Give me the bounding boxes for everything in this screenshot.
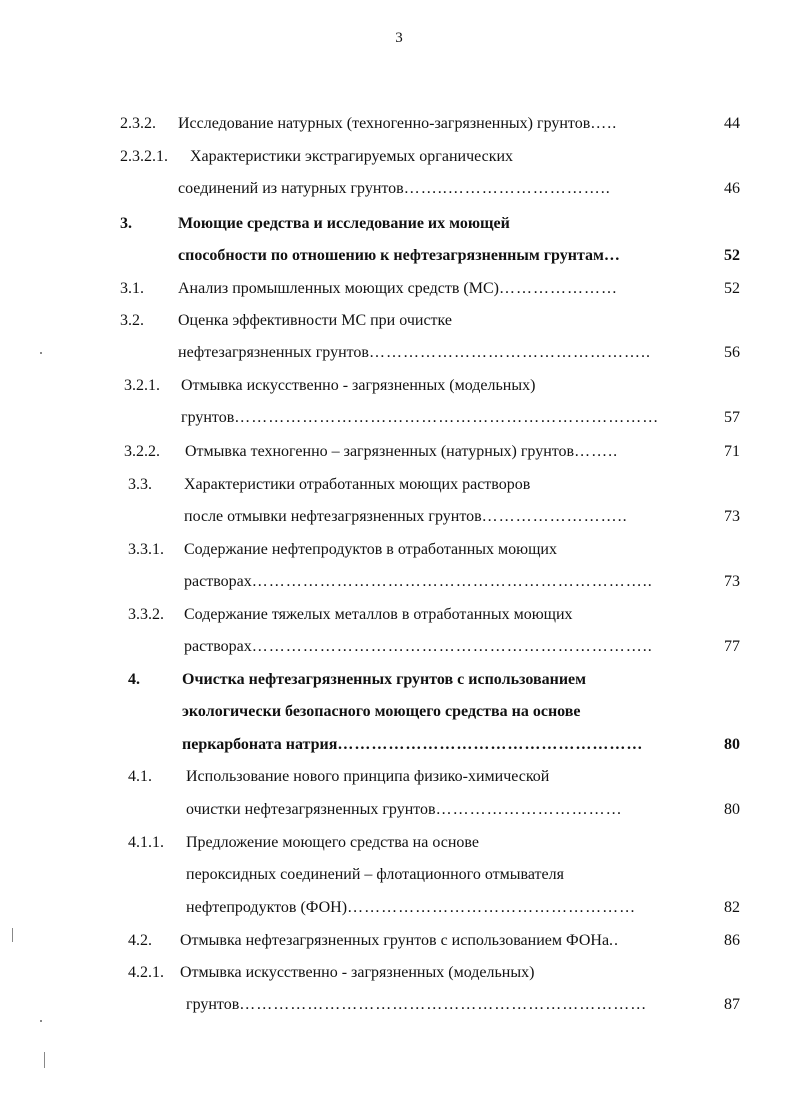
toc-line [0,929,798,953]
toc-line [0,277,798,301]
toc-line [0,733,798,757]
toc-section-number: 4.2.1. [128,964,164,981]
toc-line [0,570,798,594]
toc-entry-title: Предложение моющего средства на основе [186,834,479,851]
toc-entry-text [182,733,643,757]
toc-entry-text [178,341,651,365]
scan-speck [40,1020,42,1022]
toc-line [0,831,798,855]
toc-page-number: 86 [724,932,740,949]
toc-section-number: 3.1. [120,280,144,297]
toc-leader-dots: ……..……………………….. [403,180,611,197]
toc-entry-text [186,896,636,920]
toc-page-number: 46 [724,180,740,197]
toc-section-number: 3.2.2. [124,443,160,460]
toc-entry-title: Содержание нефтепродуктов в отработанных моющих [184,541,557,558]
toc-line [0,112,798,136]
toc-line [0,473,798,497]
toc-entry-text [180,961,534,985]
toc-page-number: 44 [724,115,740,132]
toc-section-number: 4.1. [128,768,152,785]
toc-entry-text [184,538,557,562]
toc-leader-dots: …………………………………………………………….. [251,638,653,655]
toc-entry-title: Отмывка искусственно - загрязненных (модельных) [180,964,535,981]
toc-page-number: 82 [724,899,740,916]
toc-entry-text [185,440,618,464]
toc-entry-text [184,635,653,659]
toc-line [0,244,798,268]
toc-entry-text [184,603,573,627]
toc-page-number: 57 [724,409,740,426]
toc-entry-title: Отмывка нефтезагрязненных грунтов с использованием ФОНа [180,932,610,949]
toc-entry-title: после отмывки нефтезагрязненных грунтов [184,508,482,525]
toc-line [0,440,798,464]
toc-entry-text [186,863,564,887]
toc-page-number: 73 [724,508,740,525]
toc-entry-text [178,244,621,268]
toc-entry-text [178,212,510,236]
toc-entry-title: Очистка нефтезагрязненных грунтов с использованием [182,671,587,688]
scan-speck [12,928,13,942]
toc-entry-title: пероксидных соединений – флотационного отмывателя [186,866,564,883]
toc-line [0,635,798,659]
toc-page-number: 87 [724,996,740,1013]
toc-line [0,668,798,692]
toc-entry-text [186,798,623,822]
toc-entry-title: Отмывка искусственно - загрязненных (модельных) [181,377,536,394]
toc-line [0,309,798,333]
toc-section-number: 4.1.1. [128,834,164,851]
toc-leader-dots: ……………………………………………… [337,736,644,753]
toc-line [0,374,798,398]
toc-line [0,145,798,169]
toc-line [0,341,798,365]
toc-leader-dots: ………………… [498,280,618,297]
toc-page-number: 77 [724,638,740,655]
toc-section-number: 3. [120,215,132,232]
toc-entry-title: нефтезагрязненных грунтов [178,344,369,361]
toc-entry-text [186,765,549,789]
toc-entry-text [190,145,513,169]
toc-entry-text [184,505,628,529]
toc-line [0,961,798,985]
toc-entry-title: перкарбоната натрия [182,736,338,753]
toc-leader-dots: …….. [574,443,619,460]
toc-entry-text [182,668,586,692]
toc-entry-text [181,374,535,398]
toc-entry-text [178,112,617,136]
toc-leader-dots: …………………………… [435,801,623,818]
toc-page-number: 80 [724,736,740,753]
page-number: 3 [395,30,403,46]
toc-page-number: 73 [724,573,740,590]
toc-section-number: 4. [128,671,140,688]
toc-leader-dots: …………………………………………… [347,899,637,916]
toc-entry-title: Отмывка техногенно – загрязненных (натурных) грунтов [185,443,575,460]
toc-leader-dots: …………………………………………………………….. [251,573,653,590]
toc-line [0,212,798,236]
toc-entry-text [180,929,619,953]
toc-section-number: 4.2. [128,932,152,949]
toc-section-number: 2.3.2. [120,115,156,132]
toc-entry-text [178,177,611,201]
toc-line [0,765,798,789]
toc-entry-title: Содержание тяжелых металлов в отработанных моющих [184,606,573,623]
toc-line [0,798,798,822]
toc-entry-title: грунтов [186,996,240,1013]
toc-leader-dots: ….. [590,115,618,132]
toc-entry-text [184,473,530,497]
toc-entry-title: Характеристики отработанных моющих растворов [184,476,531,493]
toc-leader-dots: ………………………………………….. [368,344,651,361]
toc-page-number: 71 [724,443,740,460]
toc-page-number: 80 [724,801,740,818]
toc-entry-text [178,277,618,301]
toc-entry-title: Исследование натурных (техногенно-загрязненных) грунтов [178,115,591,132]
toc-line [0,603,798,627]
toc-entry-title: Использование нового принципа физико-химической [186,768,550,785]
toc-leader-dots: … [603,247,621,264]
toc-leader-dots: …………………….. [481,508,628,525]
toc-leader-dots: .. [609,932,620,949]
toc-section-number: 3.2.1. [124,377,160,394]
toc-entry-title: Характеристики экстрагируемых органических [190,148,514,165]
toc-line [0,177,798,201]
scan-speck [40,352,42,354]
toc-line [0,505,798,529]
toc-entry-title: соединений из натурных грунтов [178,180,404,197]
toc-entry-title: растворах [184,638,252,655]
toc-entry-text [186,831,479,855]
toc-entry-title: Оценка эффективности МС при очистке [178,312,453,329]
toc-line [0,863,798,887]
toc-entry-title: способности по отношению к нефтезагрязненным грунтам [178,247,604,264]
toc-entry-title: Анализ промышленных моющих средств (МС) [178,280,499,297]
toc-line [0,993,798,1017]
toc-entry-title: нефтепродуктов (ФОН) [186,899,348,916]
toc-entry-title: грунтов [181,409,235,426]
toc-entry-text [186,993,647,1017]
toc-entry-title: очистки нефтезагрязненных грунтов [186,801,436,818]
toc-leader-dots: ……………………………………………………………… [239,996,648,1013]
toc-section-number: 3.3.1. [128,541,164,558]
toc-section-number: 3.3.2. [128,606,164,623]
toc-page-number: 52 [724,280,740,297]
toc-line [0,896,798,920]
toc-entry-title: растворах [184,573,252,590]
toc-section-number: 3.3. [128,476,152,493]
toc-entry-title: Моющие средства и исследование их моющей [178,215,510,232]
toc-page-number: 52 [724,247,740,264]
toc-entry-text [181,406,659,430]
toc-line [0,406,798,430]
toc-entry-text [178,309,452,333]
toc-leader-dots: ………………………………………………………………… [234,409,660,426]
toc-entry-text [184,570,653,594]
toc-section-number: 3.2. [120,312,144,329]
toc-line [0,700,798,724]
toc-entry-title: экологически безопасного моющего средства на основе [182,703,581,720]
toc-line [0,538,798,562]
toc-page-number: 56 [724,344,740,361]
toc-entry-text [182,700,581,724]
scan-speck [44,1052,45,1068]
toc-section-number: 2.3.2.1. [120,148,168,165]
